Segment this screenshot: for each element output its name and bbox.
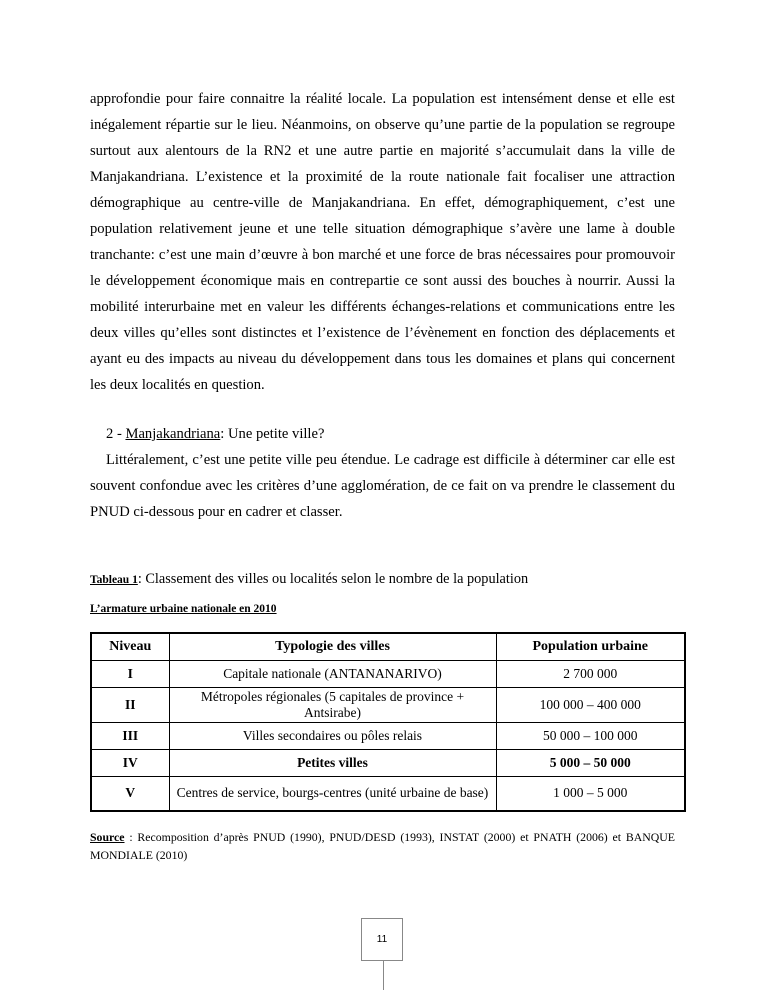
cell-level: III [91,722,169,749]
header-niveau: Niveau [91,633,169,660]
page-number-line [383,961,384,990]
cell-typology: Petites villes [169,749,496,776]
cell-typology: Métropoles régionales (5 capitales de province + Antsirabe) [169,687,496,722]
cell-typology: Centres de service, bourgs-centres (unité urbaine de base) [169,776,496,811]
cell-typology: Capitale nationale (ANTANANARIVO) [169,660,496,687]
table-header-row [91,633,685,660]
urban-classification-table [90,632,686,812]
cell-population: 1 000 – 5 000 [496,776,685,811]
table-row [91,749,685,776]
table-row [91,660,685,687]
cell-level: II [91,687,169,722]
page-number: 11 [361,918,403,961]
section-place: Manjakandriana [125,426,221,442]
table-caption [90,569,528,590]
table-row [91,776,685,811]
cell-population: 50 000 – 100 000 [496,722,685,749]
cell-population: 2 700 000 [496,660,685,687]
body-paragraph-2: Littéralement, c’est une petite ville peu étendue. Le cadrage est difficile à déterminer car elle est souvent confondue avec les critères d’une agglomération, de ce fait on va prendre le classement du PNUD ci-dessous pour en cadrer et classer. [90,452,675,520]
cell-level: I [91,660,169,687]
cell-level: IV [91,749,169,776]
source-label: Source [90,830,125,844]
table-subtitle: L’armature urbaine nationale en 2010 [90,603,277,615]
cell-level: V [91,776,169,811]
cell-typology: Villes secondaires ou pôles relais [169,722,496,749]
section-title-rest: : Une petite ville? [220,426,325,442]
section-heading [106,424,324,444]
cell-population: 100 000 – 400 000 [496,687,685,722]
header-population: Population urbaine [496,633,685,660]
table-caption-text: : Classement des villes ou localités selon le nombre de la population [137,571,529,587]
table-row [91,722,685,749]
table-caption-label: Tableau 1 [90,574,138,586]
source-note [90,828,675,864]
body-paragraph-1: approfondie pour faire connaitre la réalité locale. La population est intensément dense et elle est inégalement répartie sur le lieu. Néanmoins, on observe qu’une partie de la population se regroupe surtout aux alentours de la RN2 et une autre partie en majorité s’accumulait dans la ville de Manjakandriana. L’existence et la proximité de la route nationale fait focaliser une attraction démographique au centre-ville de Manjakandriana. En effet, démographiquement, c’est une population relativement jeune et une telle situation démographique s’avère une lame à double tranchante: c’est une main d’œuvre à bon marché et une force de bras nécessaires pour promouvoir le développement économique mais en contrepartie ce sont aussi des bouches à nourrir. Aussi la mobilité interurbaine met en valeur les différents échanges-relations et communications entre les deux villes qu’elles sont distinctes et l’existence de l’évènement en fonction des déplacements et ayant eu des impacts au niveau du développement dans tous les domaines et plans qui concernent les deux localités en question. [90,91,675,393]
source-text: : Recomposition d’après PNUD (1990), PNUD/DESD (1993), INSTAT (2000) et PNATH (2006) et BANQUE MONDIALE (2010) [90,830,675,862]
header-typologie: Typologie des villes [169,633,496,660]
section-number: 2 - [106,426,126,442]
cell-population: 5 000 – 50 000 [496,749,685,776]
table-row [91,687,685,722]
